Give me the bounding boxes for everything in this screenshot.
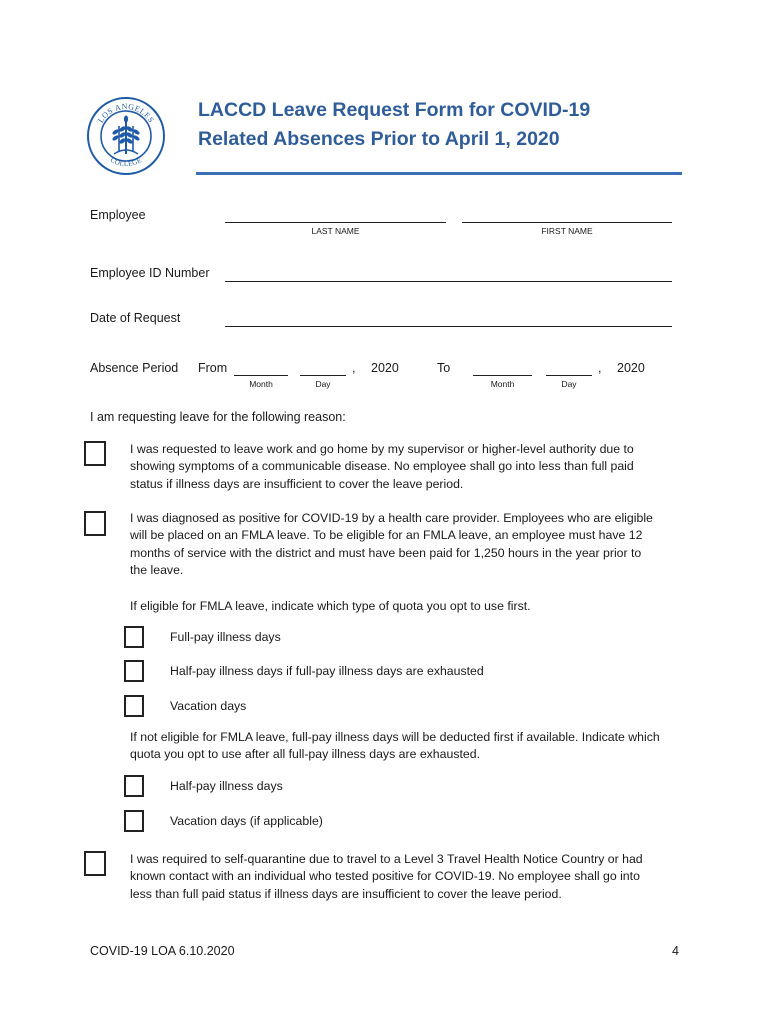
opt-full-pay-label: Full-pay illness days <box>170 630 281 644</box>
from-month-field[interactable] <box>234 375 288 376</box>
opt-vacation-applicable-checkbox[interactable] <box>124 810 144 832</box>
from-year: 2020 <box>371 361 399 375</box>
fmla-eligible-prompt: If eligible for FMLA leave, indicate which type of quota you opt to use first. <box>130 599 531 613</box>
first-name-caption: FIRST NAME <box>541 226 593 236</box>
from-comma: , <box>352 361 356 375</box>
to-label: To <box>437 361 451 375</box>
from-day-caption: Day <box>315 379 331 389</box>
logo-ring-text-bottom: COLLEGE <box>108 156 144 169</box>
footer-doc-id: COVID-19 LOA 6.10.2020 <box>90 944 235 958</box>
form-title <box>198 96 590 154</box>
opt-vacation-applicable-label: Vacation days (if applicable) <box>170 814 323 828</box>
from-day-field[interactable] <box>300 375 346 376</box>
opt-full-pay-checkbox[interactable] <box>124 626 144 648</box>
reason-symptoms-text: I was requested to leave work and go home by my supervisor or higher-level authority due to showing symptoms of a communicable disease. No employee shall go into less than full paid status if illness days are insufficient to cover the leave period. <box>130 442 634 491</box>
employee-label: Employee <box>90 208 146 222</box>
wheat-emblem <box>112 116 140 154</box>
opt-vacation-label: Vacation days <box>170 699 247 713</box>
svg-text:COLLEGE <box>109 156 143 168</box>
date-of-request-field[interactable] <box>225 326 672 327</box>
opt-half-pay-label: Half-pay illness days <box>170 779 283 793</box>
from-month-caption: Month <box>249 379 273 389</box>
laccd-logo <box>86 96 166 176</box>
first-name-field[interactable] <box>462 222 672 223</box>
opt-half-pay-exhausted-checkbox[interactable] <box>124 660 144 682</box>
opt-half-pay-checkbox[interactable] <box>124 775 144 797</box>
to-day-caption: Day <box>561 379 577 389</box>
absence-period-label: Absence Period <box>90 361 179 375</box>
fmla-not-eligible-prompt: If not eligible for FMLA leave, full-pay illness days will be deducted first if available. Indicate which quota you opt to use after all full-pay illness days are exhausted. <box>130 730 660 762</box>
last-name-caption: LAST NAME <box>311 226 360 236</box>
to-comma: , <box>598 361 602 375</box>
reason-diagnosed-checkbox[interactable] <box>84 511 106 536</box>
title-rule <box>196 172 682 175</box>
date-of-request-label: Date of Request <box>90 311 181 325</box>
reason-symptoms-checkbox[interactable] <box>84 441 106 466</box>
to-year: 2020 <box>617 361 645 375</box>
to-month-field[interactable] <box>473 375 532 376</box>
reason-quarantine-checkbox[interactable] <box>84 851 106 876</box>
reason-quarantine-text: I was required to self-quarantine due to travel to a Level 3 Travel Health Notice Country or had known contact with an individual who tested positive for COVID-19. No employee shall go into less than full paid status if illness days are insufficient to cover the leave period. <box>130 852 643 901</box>
opt-half-pay-exhausted-label: Half-pay illness days if full-pay illness days are exhausted <box>170 664 484 678</box>
form-title-line2: Related Absences Prior to April 1, 2020 <box>198 128 560 150</box>
opt-vacation-checkbox[interactable] <box>124 695 144 717</box>
employee-id-field[interactable] <box>225 281 672 282</box>
footer-page-number: 4 <box>672 944 679 958</box>
from-label: From <box>198 361 228 375</box>
to-day-field[interactable] <box>546 375 592 376</box>
employee-id-label: Employee ID Number <box>90 266 210 280</box>
to-month-caption: Month <box>490 379 515 389</box>
logo-ring-text-top: LOS ANGELES <box>96 101 156 125</box>
reason-intro: I am requesting leave for the following reason: <box>90 410 346 424</box>
last-name-field[interactable] <box>225 222 446 223</box>
reason-diagnosed-text: I was diagnosed as positive for COVID-19 by a health care provider. Employees who are eligible will be placed on an FMLA leave. To be eligible for an FMLA leave, an employee must have 12 months of service with the district and must have been paid for 1,250 hours in the year prior to the leave. <box>130 511 653 578</box>
form-title-line1: LACCD Leave Request Form for COVID-19 <box>198 99 591 121</box>
